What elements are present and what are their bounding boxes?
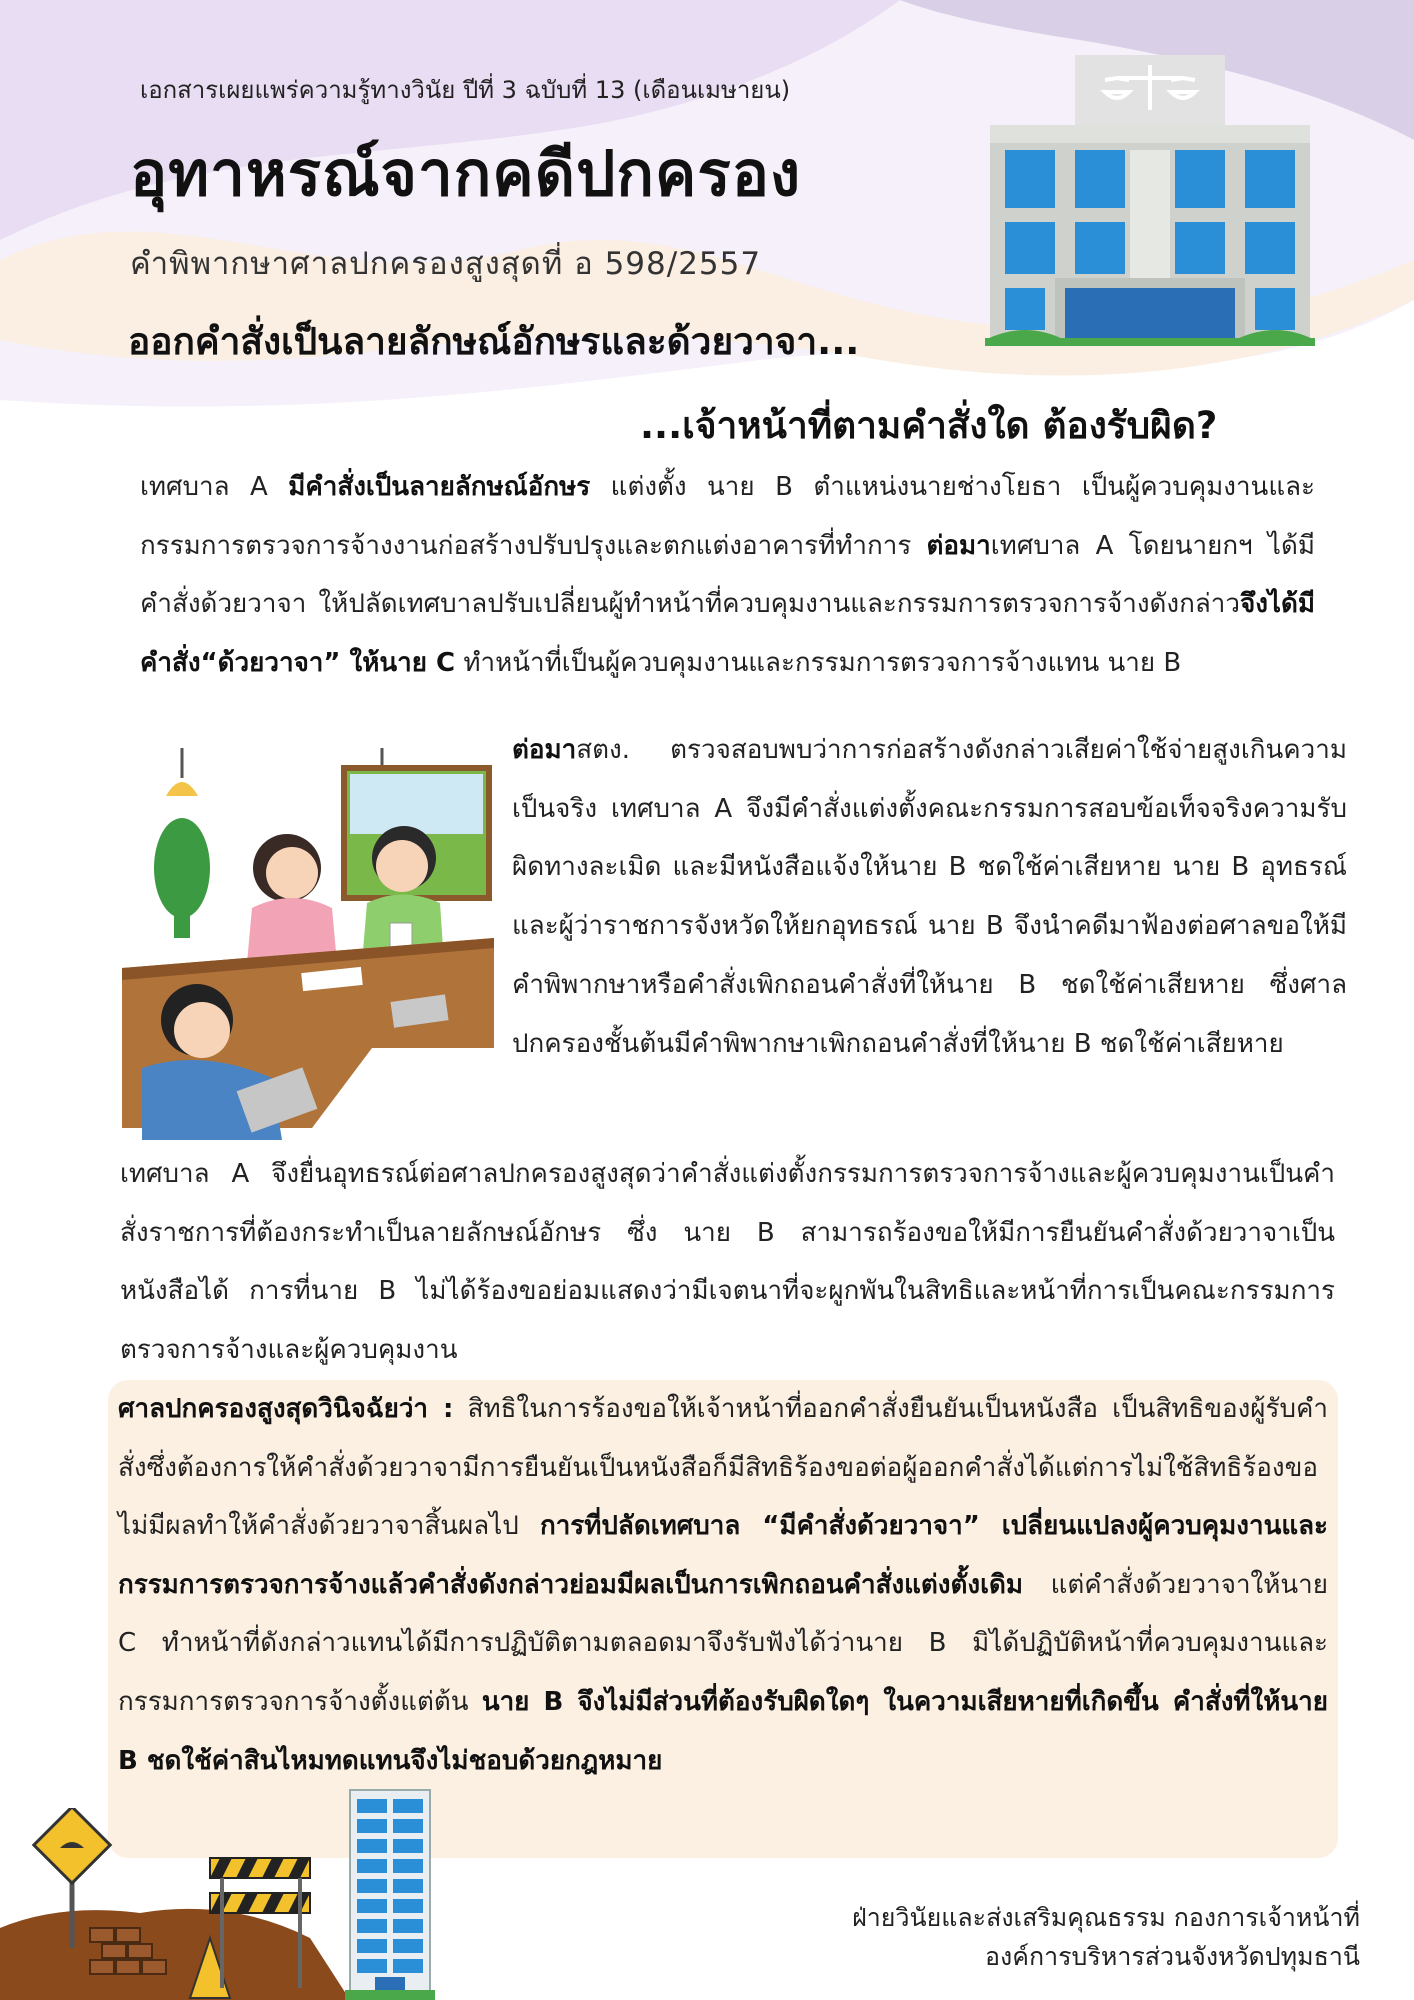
courthouse-illustration [985,50,1315,360]
office-tower-illustration [345,1785,435,2000]
headline-line-2: ...เจ้าหน้าที่ตามคำสั่งใด ต้องรับผิด? [640,404,1218,447]
office-meeting-illustration [122,748,494,1140]
paragraph-ruling [118,1380,1328,1790]
text-run-bold: จึงได้มีคำสั่ง“ด้วยวาจา” ให้นาย C [140,589,1315,678]
text-run-bold: นาย B จึงไม่มีส่วนที่ต้องรับผิดใดๆ ในความเสียหายที่เกิดขึ้น คำสั่งที่ให้นาย B ชดใช้ค่าสินไหมทดแทนจึงไม่ชอบด้วยกฎหมาย [118,1686,1328,1776]
text-run-bold: ต่อมา [512,735,577,765]
text-run: แต่คำสั่งด้วยวาจาให้นาย C ทำหน้าที่ดังกล่าวแทนได้มีการปฏิบัติตามตลอดมาจึงรับฟังได้ว่านาย B มิได้ปฏิบัติหน้าที่ควบคุมงานและกรรมการตรวจการจ้างตั้งแต่ต้น [118,1569,1328,1717]
headline-line-1: ออกคำสั่งเป็นลายลักษณ์อักษรและด้วยวาจา... [128,320,860,363]
text-run: เทศบาล A โดยนายกฯ ได้มีคำสั่งด้วยวาจา ให้ปลัดเทศบาลปรับเปลี่ยนผู้ทำหน้าที่ควบคุมงานและกรรมการตรวจการจ้างดังกล่าว [140,530,1315,619]
text-run-bold: การที่ปลัดเทศบาล “มีคำสั่งด้วยวาจา” เปลี่ยนแปลงผู้ควบคุมงานและกรรมการตรวจการจ้างแล้วคำสั่งดังกล่าวย่อมมีผลเป็นการเพิกถอนคำสั่งแต่งตั้งเดิม [118,1511,1328,1600]
paragraph-facts [140,458,1315,692]
series-label: เอกสารเผยแพร่ความรู้ทางวินัย ปีที่ 3 ฉบับที่ 13 (เดือนเมษายน) [140,76,791,104]
case-number: คำพิพากษาศาลปกครองสูงสุดที่ อ 598/2557 [130,246,762,282]
footer-line-2: องค์การบริหารส่วนจังหวัดปทุมธานี [985,1942,1360,1971]
text-run: ทำหน้าที่เป็นผู้ควบคุมงานและกรรมการตรวจการจ้างแทน นาย B [455,647,1182,678]
page-title: อุทาหรณ์จากคดีปกครอง [130,137,802,210]
footer-credit [700,1898,1360,1976]
construction-site-illustration [0,1808,350,2000]
paragraph-audit [512,721,1347,1073]
ruling-label: ศาลปกครองสูงสุดวินิจฉัยว่า : [118,1394,454,1424]
text-run: เทศบาล A [140,472,289,502]
text-run: สตง. ตรวจสอบพบว่าการก่อสร้างดังกล่าวเสียค่าใช้จ่ายสูงเกินความเป็นจริง เทศบาล A จึงมีคำสั่งแต่งตั้งคณะกรรมการสอบข้อเท็จจริงความรับผิดทางละเมิด และมีหนังสือแจ้งให้นาย B ชดใช้ค่าเสียหาย นาย B อุทธรณ์ และผู้ว่าราชการจังหวัดให้ยกอุทธรณ์ นาย B จึงนำคดีมาฟ้องต่อศาลขอให้มีคำพิพากษาหรือคำสั่งเพิกถอนคำสั่งที่ให้นาย B ชดใช้ค่าเสียหาย ซึ่งศาลปกครองชั้นต้นมีคำพิพากษาเพิกถอนคำสั่งที่ให้นาย B ชดใช้ค่าเสียหาย [512,735,1347,1059]
paragraph-appeal: เทศบาล A จึงยื่นอุทธรณ์ต่อศาลปกครองสูงสุดว่าคำสั่งแต่งตั้งกรรมการตรวจการจ้างและผู้ควบคุมงานเป็นคำสั่งราชการที่ต้องกระทำเป็นลายลักษณ์อักษร ซึ่ง นาย B สามารถร้องขอให้มีการยืนยันคำสั่งด้วยวาจาเป็นหนังสือได้ การที่นาย B ไม่ได้ร้องขอย่อมแสดงว่ามีเจตนาที่จะผูกพันในสิทธิและหน้าที่การเป็นคณะกรรมการตรวจการจ้างและผู้ควบคุมงาน [120,1159,1335,1365]
footer-line-1: ฝ่ายวินัยและส่งเสริมคุณธรรม กองการเจ้าหน้าที่ [852,1903,1360,1932]
text-run: สิทธิในการร้องขอให้เจ้าหน้าที่ออกคำสั่งยืนยันเป็นหนังสือ เป็นสิทธิของผู้รับคำสั่งซึ่งต้องการให้คำสั่งด้วยวาจามีการยืนยันเป็นหนังสือก็มีสิทธิร้องขอต่อผู้ออกคำสั่งได้แต่การไม่ใช้สิทธิร้องขอไม่มีผลทำให้คำสั่งด้วยวาจาสิ้นผลไป [118,1394,1328,1542]
text-run-bold: มีคำสั่งเป็นลายลักษณ์อักษร [288,472,591,502]
text-run: แต่งตั้ง นาย B ตำแหน่งนายช่างโยธา เป็นผู้ควบคุมงานและกรรมการตรวจการจ้างงานก่อสร้างปรับปรุงและตกแต่งอาคารที่ทำการ [140,472,1315,561]
text-run-bold: ต่อมา [926,530,991,561]
